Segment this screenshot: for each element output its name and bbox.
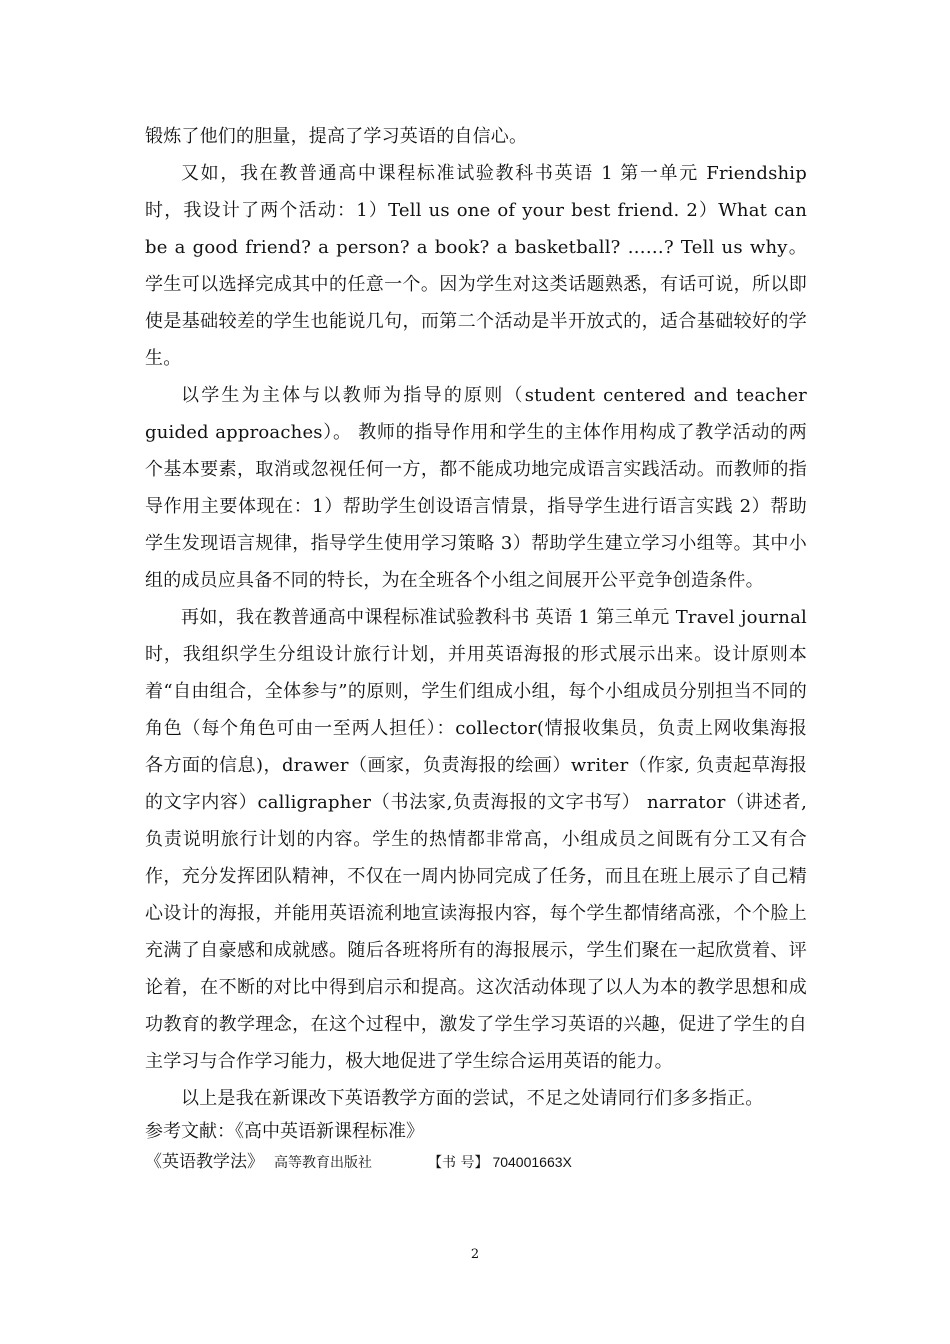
reference-isbn: 704001663X bbox=[492, 1154, 572, 1170]
paragraph-travel-journal-example: 再如，我在教普通高中课程标准试验教科书 英语 1 第三单元 Travel journal 时，我组织学生分组设计旅行计划，并用英语海报的形式展示出来。设计原则本着“自由组合，全体参与”的原则，学生们组成小组，每个小组成员分别担当不同的角色（每个角色可由一至两人担任）：collector(情报收集员，负责上网收集海报各方面的信息)，drawer（画家，负责海报的绘画）writer（作家, 负责起草海报的文字内容）calligrapher（书法家,负责海报的文字书写） narrator（讲述者, 负责说明旅行计划的内容。学生的热情都非常高，小组成员之间既有分工又有合作，充分发挥团队精神，不仅在一周内协同完成了任务，而且在班上展示了自己精心设计的海报，并能用英语流利地宣读海报内容，每个学生都情绪高涨，个个脸上充满了自豪感和成就感。随后各班将所有的海报展示，学生们聚在一起欣赏着、评论着，在不断的对比中得到启示和提高。这次活动体现了以人为本的教学思想和成功教育的教学理念，在这个过程中，激发了学生学习英语的兴趣，促进了学生的自主学习与合作学习能力，极大地促进了学生综合运用英语的能力。 bbox=[145, 607, 807, 1072]
reference-book-title: 《英语教学法》 bbox=[145, 1152, 264, 1172]
references-heading: 参考文献：《高中英语新课程标准》 bbox=[145, 1121, 424, 1142]
reference-isbn-label: 【书 号】 bbox=[428, 1155, 489, 1171]
paragraph-student-centered-principle: 以学生为主体与以教师为指导的原则（student centered and teacher guided approaches）。 教师的指导作用和学生的主体作用构成了教学活动的两个基本要素，取消或忽视任何一方，都不能成功地完成语言实践活动。而教师的指导作用主要体现在：1）帮助学生创设语言情景，指导学生进行语言实践 2）帮助学生发现语言规律，指导学生使用学习策略 3）帮助学生建立学习小组等。其中小组的成员应具备不同的特长，为在全班各个小组之间展开公平竞争创造条件。 bbox=[145, 385, 807, 591]
paragraph-friendship-example: 又如，我在教普通高中课程标准试验教科书英语 1 第一单元 Friendship 时，我设计了两个活动：1）Tell us one of your best friend. 2）What can be a good friend? a person? a book? a basketball? ……? Tell us why。学生可以选择完成其中的任意一个。因为学生对这类话题熟悉，有话可说，所以即使是基础较差的学生也能说几句，而第二个活动是半开放式的，适合基础较好的学生。 bbox=[145, 163, 807, 369]
reference-publisher: 高等教育出版社 bbox=[274, 1155, 372, 1171]
reference-entry bbox=[145, 1147, 807, 1178]
document-page bbox=[145, 118, 807, 1178]
paragraph-continuation: 锻炼了他们的胆量，提高了学习英语的自信心。 bbox=[145, 126, 528, 147]
page-number: 2 bbox=[470, 1247, 480, 1262]
paragraph-conclusion: 以上是我在新课改下英语教学方面的尝试，不足之处请同行们多多指正。 bbox=[181, 1088, 764, 1109]
